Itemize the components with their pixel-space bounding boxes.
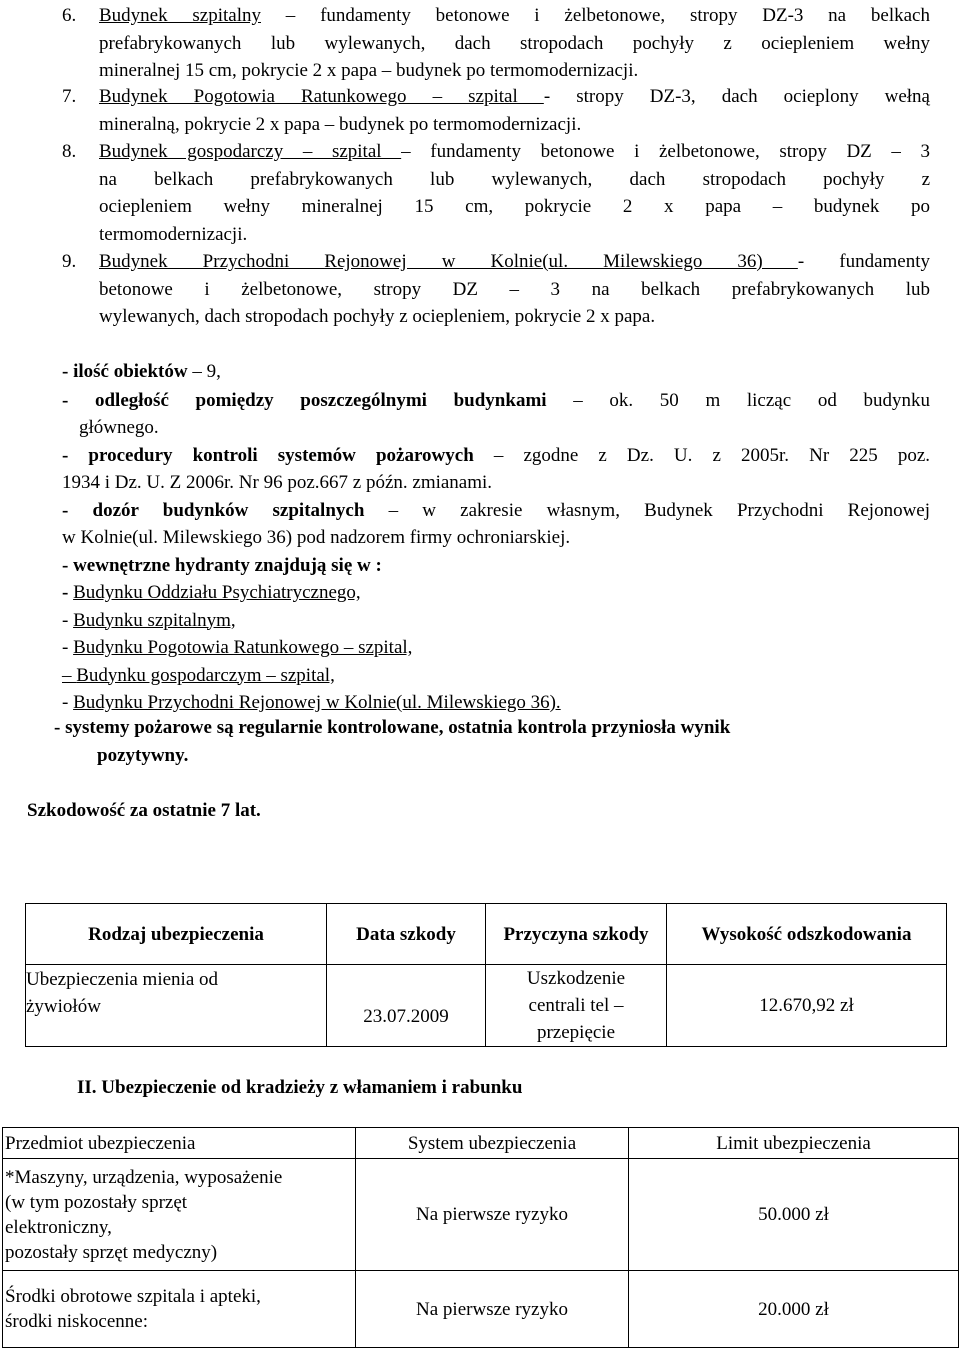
systems-line: - systemy pożarowe są regularnie kontrolowane, ostatnia kontrola przyniosła wynik bbox=[54, 717, 731, 738]
table-cell: *Maszyny, urządzenia, wyposażenie (w tym pozostały sprzęt elektroniczny, pozostały sprzęt medyczny) bbox=[3, 1159, 356, 1271]
table-cell: 20.000 zł bbox=[629, 1271, 959, 1348]
list-item-8 bbox=[62, 138, 930, 248]
list-item-6 bbox=[62, 2, 930, 85]
table-header-row bbox=[3, 1128, 959, 1159]
table-row bbox=[3, 1159, 959, 1271]
item-number: 6. bbox=[62, 5, 77, 26]
item-text: – fundamenty betonowe i żelbetonowe, stropy DZ – 3 bbox=[401, 141, 930, 162]
list-item-7 bbox=[62, 83, 930, 138]
table-header: Limit ubezpieczenia bbox=[629, 1128, 959, 1159]
supervision-value-cont: w Kolnie(ul. Milewskiego 36) pod nadzorem firmy ochroniarskiej. bbox=[62, 527, 571, 548]
table-row bbox=[26, 965, 947, 1047]
item-text: betonowe i żelbetonowe, stropy DZ – 3 na belkach prefabrykowanych lub bbox=[99, 278, 930, 300]
claims-table bbox=[25, 903, 947, 1047]
hydrant-item: - Budynku Pogotowia Ratunkowego – szpital, bbox=[62, 637, 413, 658]
table-cell: 50.000 zł bbox=[629, 1159, 959, 1271]
item-text: mineralną, pokrycie 2 x papa – budynek po termomodernizacji. bbox=[99, 113, 582, 135]
table-header: Rodzaj ubezpieczenia bbox=[26, 904, 327, 965]
table-header: Data szkody bbox=[327, 904, 486, 965]
table-cell: 12.670,92 zł bbox=[667, 965, 947, 1047]
hydrant-item: - Budynku Oddziału Psychiatrycznego, bbox=[62, 582, 361, 603]
table-header: Przyczyna szkody bbox=[486, 904, 667, 965]
table-row bbox=[3, 1271, 959, 1348]
table-cell: Środki obrotowe szpitala i apteki, środki niskocenne: bbox=[3, 1271, 356, 1348]
item-title: Budynek szpitalny bbox=[99, 5, 261, 26]
table-header: Wysokość odszkodowania bbox=[667, 904, 947, 965]
item-title: Budynek Pogotowia Ratunkowego – szpital bbox=[99, 86, 544, 107]
theft-insurance-table bbox=[2, 1127, 959, 1348]
distance-value-cont: głównego. bbox=[79, 417, 159, 438]
item-number: 8. bbox=[62, 141, 77, 162]
item-text: prefabrykowanych lub wylewanych, dach stropodach pochyły z ociepleniem wełny bbox=[99, 32, 930, 54]
item-number: 7. bbox=[62, 86, 77, 107]
claims-heading: Szkodowość za ostatnie 7 lat. bbox=[27, 800, 261, 821]
table-cell: 23.07.2009 bbox=[327, 965, 486, 1047]
item-text: mineralnej 15 cm, pokrycie 2 x papa – budynek po termomodernizacji. bbox=[99, 60, 639, 81]
systems-note bbox=[54, 714, 930, 769]
item-title: Budynek Przychodni Rejonowej w Kolnie(ul. Milewskiego 36) bbox=[99, 251, 798, 272]
distance-value: – ok. 50 m licząc od budynku bbox=[546, 389, 930, 411]
item-text: na belkach prefabrykowanych lub wylewanych, dach stropodach pochyły z bbox=[99, 168, 930, 190]
table-header: System ubezpieczenia bbox=[356, 1128, 629, 1159]
count-value: – 9, bbox=[187, 361, 221, 382]
distance-label: - odległość pomiędzy poszczególnymi budynkami bbox=[62, 389, 547, 411]
item-text: - fundamenty bbox=[797, 251, 930, 272]
procedures-value: – zgodne z Dz. U. z 2005r. Nr 225 poz. bbox=[473, 444, 930, 466]
table-header: Przedmiot ubezpieczenia bbox=[3, 1128, 356, 1159]
hydrant-item: - Budynku szpitalnym, bbox=[62, 609, 236, 631]
item-title: Budynek gospodarczy – szpital bbox=[99, 141, 402, 162]
hydrant-item: - Budynku Przychodni Rejonowej w Kolnie(ul. Milewskiego 36). bbox=[62, 692, 561, 713]
item-number: 9. bbox=[62, 251, 77, 272]
facts-block bbox=[62, 358, 930, 717]
count-label: - ilość obiektów bbox=[62, 361, 188, 382]
hydrant-item: – Budynku gospodarczym – szpital, bbox=[62, 664, 335, 686]
table-header-row bbox=[26, 904, 947, 965]
item-text: – fundamenty betonowe i żelbetonowe, stropy DZ-3 na belkach bbox=[261, 5, 930, 26]
table-cell: Na pierwsze ryzyko bbox=[356, 1271, 629, 1348]
table-cell: Uszkodzenie centrali tel – przepięcie bbox=[486, 965, 667, 1047]
supervision-value-b: Budynek Przychodni Rejonowej bbox=[644, 499, 930, 521]
table-cell: Na pierwsze ryzyko bbox=[356, 1159, 629, 1271]
procedures-label: - procedury kontroli systemów pożarowych bbox=[62, 444, 474, 466]
table-cell: Ubezpieczenia mienia od żywiołów bbox=[26, 965, 327, 1047]
section-2-heading: II. Ubezpieczenie od kradzieży z włamaniem i rabunku bbox=[77, 1077, 523, 1098]
item-text: termomodernizacji. bbox=[99, 223, 248, 245]
list-item-9 bbox=[62, 248, 930, 331]
systems-line: pozytywny. bbox=[97, 744, 189, 766]
item-text: - stropy DZ-3, dach ocieplony wełną bbox=[543, 86, 930, 107]
item-text: ociepleniem wełny mineralnej 15 cm, pokrycie 2 x papa – budynek po bbox=[99, 196, 930, 217]
supervision-value: – w zakresie własnym, bbox=[364, 499, 645, 521]
procedures-value-cont: 1934 i Dz. U. Z 2006r. Nr 96 poz.667 z późn. zmianami. bbox=[62, 472, 493, 493]
supervision-label: - dozór budynków szpitalnych bbox=[62, 499, 365, 521]
hydrants-label: - wewnętrzne hydranty znajdują się w : bbox=[62, 554, 382, 576]
item-text: wylewanych, dach stropodach pochyły z ociepleniem, pokrycie 2 x papa. bbox=[99, 306, 656, 327]
